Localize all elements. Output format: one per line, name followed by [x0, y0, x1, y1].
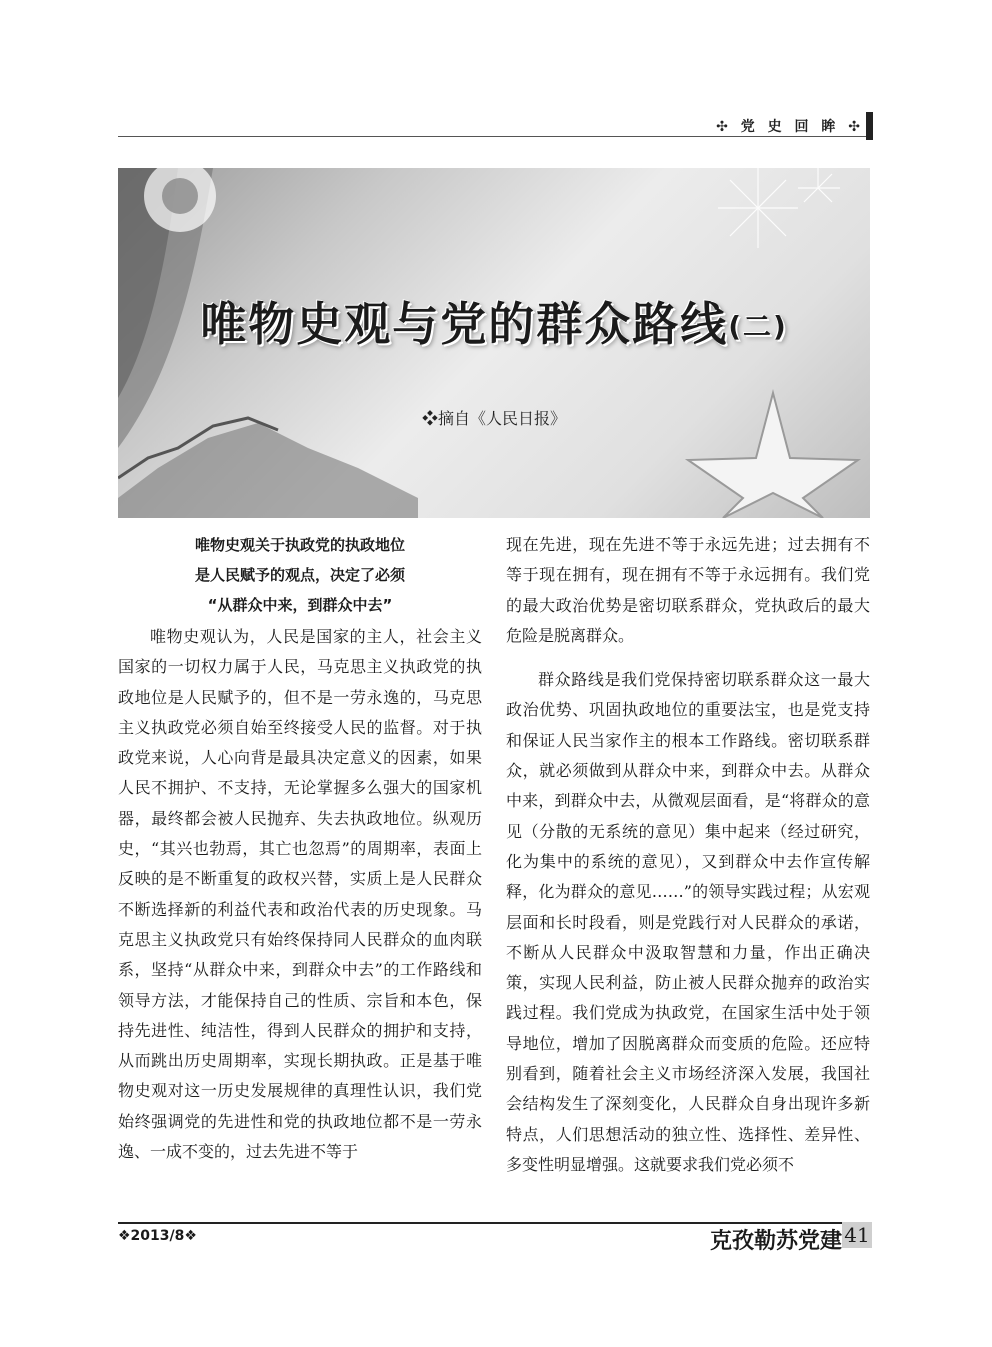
subheading [118, 530, 482, 620]
page-number: 41 [842, 1222, 872, 1248]
left-column [118, 530, 482, 1167]
section-label: ✣ 党 史 回 眸 ✣ [716, 119, 864, 135]
issue-date: ❖2013/8❖ [118, 1228, 197, 1244]
article-source: ❖摘自《人民日报》 [421, 409, 566, 428]
subheading-line: 是人民赋予的观点，决定了必须 [194, 566, 405, 584]
section-tag-bar [866, 112, 873, 140]
article-title [118, 288, 870, 354]
subheading-line: 唯物史观关于执政党的执政地位 [194, 536, 405, 554]
magazine-name: 克孜勒苏党建 [709, 1228, 842, 1254]
subheading-line: “从群众中来，到群众中去” [207, 596, 393, 614]
header-rule [118, 136, 870, 137]
title-main: 唯物史观与党的群众路线 [200, 297, 729, 351]
title-banner [118, 168, 870, 518]
right-column [506, 530, 870, 1180]
body-paragraph: 群众路线是我们党保持密切联系群众这一最大政治优势、巩固执政地位的重要法宝，也是党支持和保证人民当家作主的根本工作路线。密切联系群众，就必须做到从群众中来，到群众中去。从群众中来，到群众中去，从微观层面看，是“将群众的意见（分散的无系统的意见）集中起来（经过研究，化为集中的系统的意见），又到群众中去作宣传解释，化为群众的意见……”的领导实践过程；从宏观层面和长时段看，则是党践行对人民群众的承诺，不断从人民群众中汲取智慧和力量，作出正确决策，实现人民利益，防止被人民群众抛弃的政治实践过程。我们党成为执政党，在国家生活中处于领导地位，增加了因脱离群众而变质的危险。还应特别看到，随着社会主义市场经济深入发展，我国社会结构发生了深刻变化，人民群众自身出现许多新特点，人们思想活动的独立性、选择性、差异性、多变性明显增强。这就要求我们党必须不 [506, 670, 870, 1174]
body-paragraph: 唯物史观认为，人民是国家的主人，社会主义国家的一切权力属于人民，马克思主义执政党的执政地位是人民赋予的，但不是一劳永逸的，马克思主义执政党必须自始至终接受人民的监督。对于执政党来说，人心向背是最具决定意义的因素，如果人民不拥护、不支持，无论掌握多么强大的国家机器，最终都会被人民抛弃、失去执政地位。纵观历史，“其兴也勃焉，其亡也忽焉”的周期率，表面上反映的是不断重复的政权兴替，实质上是人民群众不断选择新的利益代表和政治代表的历史现象。马克思主义执政党只有始终保持同人民群众的血肉联系，坚持“从群众中来，到群众中去”的工作路线和领导方法，才能保持自己的性质、宗旨和本色，保持先进性、纯洁性，得到人民群众的拥护和支持，从而跳出历史周期率，实现长期执政。正是基于唯物史观对这一历史发展规律的真理性认识，我们党始终强调党的先进性和党的执政地位都不是一劳永逸、一成不变的，过去先进不等于 [118, 627, 482, 1162]
title-part-number: (二) [728, 310, 788, 343]
body-paragraph: 现在先进，现在先进不等于永远先进；过去拥有不等于现在拥有，现在拥有不等于永远拥有。我们党的最大政治优势是密切联系群众，党执政后的最大危险是脱离群众。 [506, 535, 870, 645]
